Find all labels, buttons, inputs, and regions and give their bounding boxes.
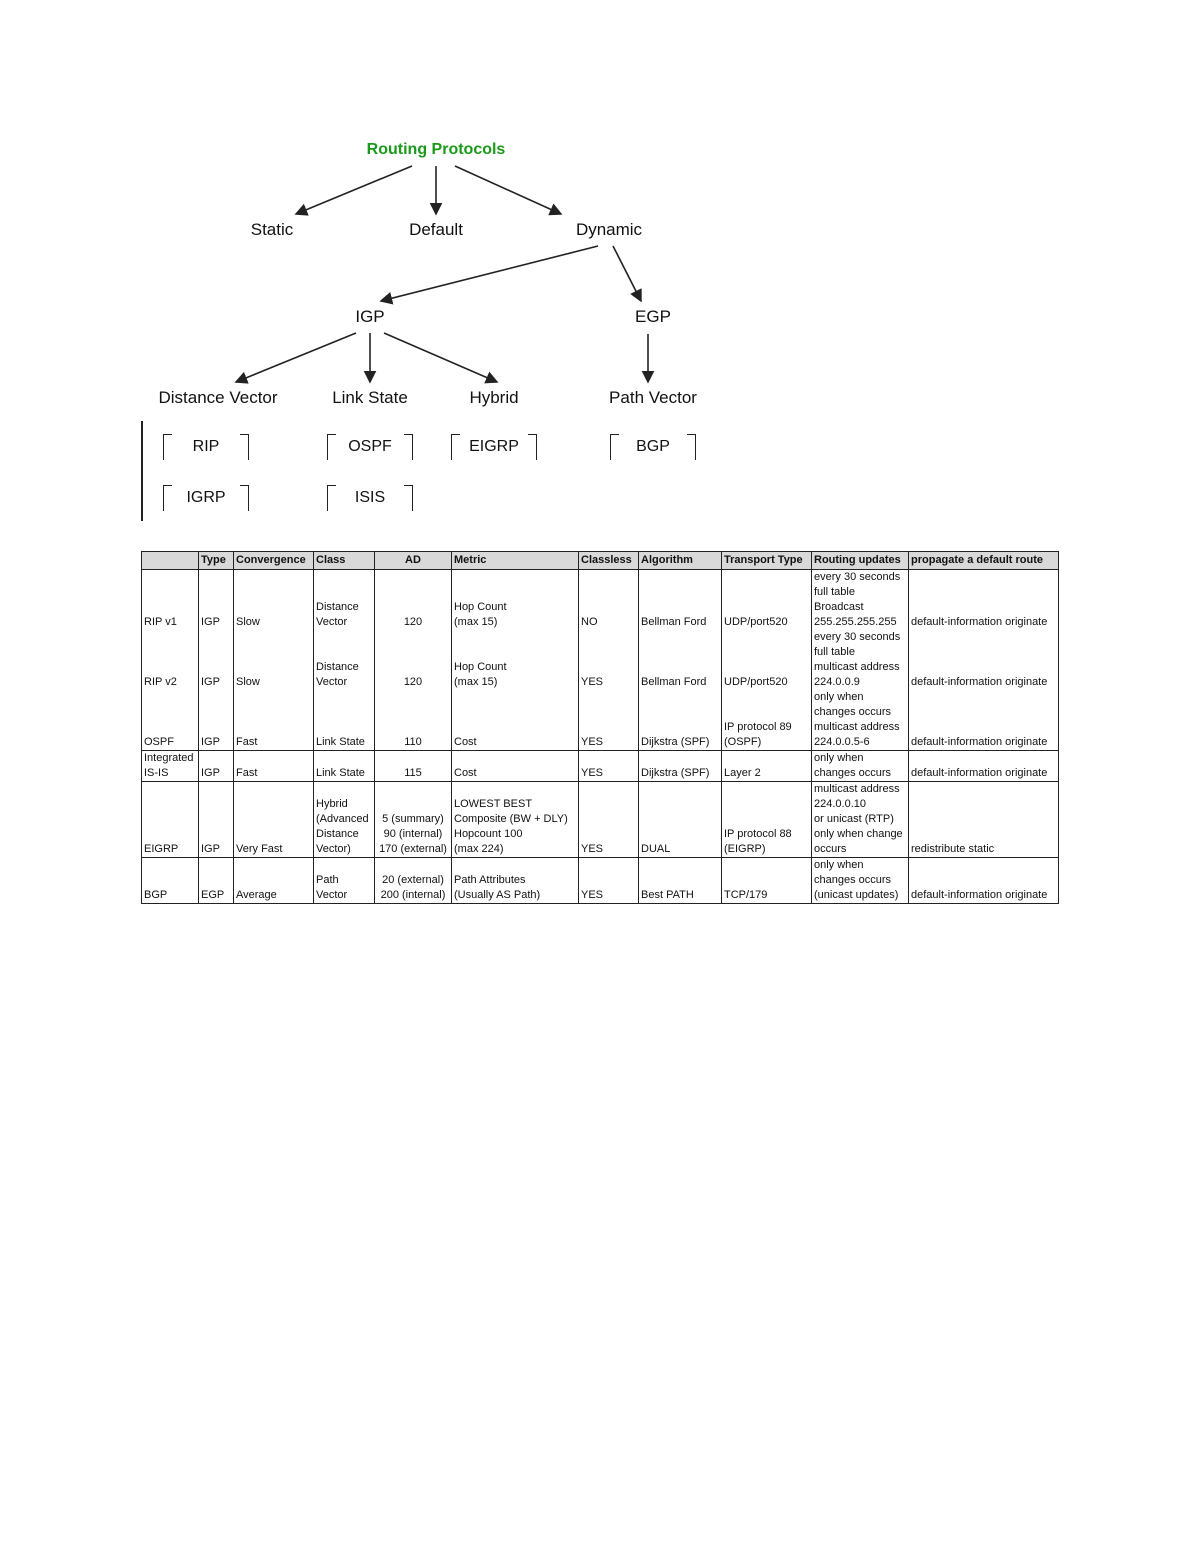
header-cell: Routing updates [812,552,909,570]
node-egp: EGP [635,307,671,326]
table-cell: Very Fast [234,782,314,858]
table-cell: Cost [452,751,579,782]
table-cell: DUAL [639,782,722,858]
table-cell: UDP/port520 [722,630,812,690]
table-cell: Dijkstra (SPF) [639,751,722,782]
protocol-label: EIGRP [469,438,519,455]
table-cell: YES [579,751,639,782]
node-distance-vector: Distance Vector [158,388,278,407]
table-cell: EGP [199,858,234,904]
table-row-integrated-is-is [142,751,1059,782]
protocol-label: BGP [636,438,670,455]
header-cell: Metric [452,552,579,570]
table-cell: default-information originate [909,751,1059,782]
table-cell: Distance Vector [314,570,375,631]
protocol-box-rip [163,434,249,460]
left-divider-line [141,421,143,521]
table-cell: UDP/port520 [722,570,812,631]
diagram-title: Routing Protocols [366,141,506,158]
table-cell: every 30 seconds full table Broadcast 255.255.255.255 [812,570,909,631]
table-cell: 5 (summary) 90 (internal) 170 (external) [375,782,452,858]
table-cell: default-information originate [909,570,1059,631]
table-cell: Link State [314,751,375,782]
table-row-eigrp [142,782,1059,858]
node-static: Static [250,220,294,239]
protocol-label: OSPF [348,438,392,455]
table-cell: only when changes occurs (unicast updates) [812,858,909,904]
protocol-label: ISIS [354,489,386,506]
table-cell: Hybrid (Advanced Distance Vector) [314,782,375,858]
table-cell: Slow [234,630,314,690]
table-cell: 20 (external) 200 (internal) [375,858,452,904]
table-cell: only when changes occurs [812,751,909,782]
protocol-box-bgp [610,434,696,460]
table-cell: YES [579,858,639,904]
table-cell: IGP [199,570,234,631]
table-cell: every 30 seconds full table multicast address 224.0.0.9 [812,630,909,690]
table-row-rip-v1 [142,570,1059,631]
protocol-box-igrp [163,485,249,511]
table-cell: Link State [314,690,375,751]
header-cell: Classless [579,552,639,570]
table-cell: OSPF [142,690,199,751]
table-cell: Path Attributes (Usually AS Path) [452,858,579,904]
arrow-to-dynamic [455,166,561,214]
header-cell [142,552,199,570]
header-cell: Class [314,552,375,570]
arrow-to-hybrid [384,333,497,382]
table-row-ospf [142,690,1059,751]
protocol-box-isis [327,485,413,511]
node-igp: IGP [355,307,385,326]
header-cell: Algorithm [639,552,722,570]
table-cell: IGP [199,690,234,751]
table-cell: 120 [375,570,452,631]
table-cell: RIP v2 [142,630,199,690]
table-cell: IP protocol 88 (EIGRP) [722,782,812,858]
table-cell: Layer 2 [722,751,812,782]
table-cell: multicast address 224.0.0.10 or unicast (RTP) only when change occurs [812,782,909,858]
table-cell: TCP/179 [722,858,812,904]
table-cell: Distance Vector [314,630,375,690]
table-cell: Hop Count (max 15) [452,570,579,631]
protocol-label: RIP [192,438,220,455]
arrow-to-static [296,166,412,214]
table-cell: Cost [452,690,579,751]
arrow-to-egp [613,246,641,301]
table-cell: 120 [375,630,452,690]
protocol-label: IGRP [186,489,226,506]
table-cell: default-information originate [909,690,1059,751]
table-row-bgp [142,858,1059,904]
arrow-to-igp [381,246,598,301]
table-cell: Path Vector [314,858,375,904]
table-cell: Best PATH [639,858,722,904]
table-cell: Bellman Ford [639,570,722,631]
table-cell: Average [234,858,314,904]
table-cell: YES [579,690,639,751]
table-cell: YES [579,782,639,858]
node-default: Default [409,220,463,239]
table-cell: Fast [234,690,314,751]
routing-protocols-diagram [0,0,1200,540]
header-cell: propagate a default route [909,552,1059,570]
header-cell: Type [199,552,234,570]
table-cell: default-information originate [909,858,1059,904]
arrow-to-distance-vector [236,333,356,382]
table-cell: RIP v1 [142,570,199,631]
header-cell: Transport Type [722,552,812,570]
table-cell: IGP [199,782,234,858]
table-cell: redistribute static [909,782,1059,858]
table-cell: 110 [375,690,452,751]
table-cell: IP protocol 89 (OSPF) [722,690,812,751]
table-cell: YES [579,630,639,690]
table-cell: 115 [375,751,452,782]
node-dynamic: Dynamic [575,220,643,239]
table-cell: NO [579,570,639,631]
table-row-rip-v2 [142,630,1059,690]
table-cell: default-information originate [909,630,1059,690]
node-link-state: Link State [332,388,408,407]
node-hybrid: Hybrid [469,388,519,407]
protocol-box-ospf [327,434,413,460]
table-cell: EIGRP [142,782,199,858]
header-cell: Convergence [234,552,314,570]
table-cell: IGP [199,751,234,782]
table-cell: Fast [234,751,314,782]
table-cell: only when changes occurs multicast address 224.0.0.5-6 [812,690,909,751]
table-header-row [142,552,1059,570]
table-cell: Bellman Ford [639,630,722,690]
table-cell: Hop Count (max 15) [452,630,579,690]
header-cell: AD [375,552,452,570]
table-cell: Integrated IS-IS [142,751,199,782]
protocol-box-eigrp [451,434,537,460]
table-cell: Slow [234,570,314,631]
table-cell: BGP [142,858,199,904]
node-path-vector: Path Vector [609,388,697,407]
table-cell: LOWEST BEST Composite (BW + DLY) Hopcount 100 (max 224) [452,782,579,858]
protocol-comparison-table [141,551,1059,904]
table-cell: Dijkstra (SPF) [639,690,722,751]
table-cell: IGP [199,630,234,690]
